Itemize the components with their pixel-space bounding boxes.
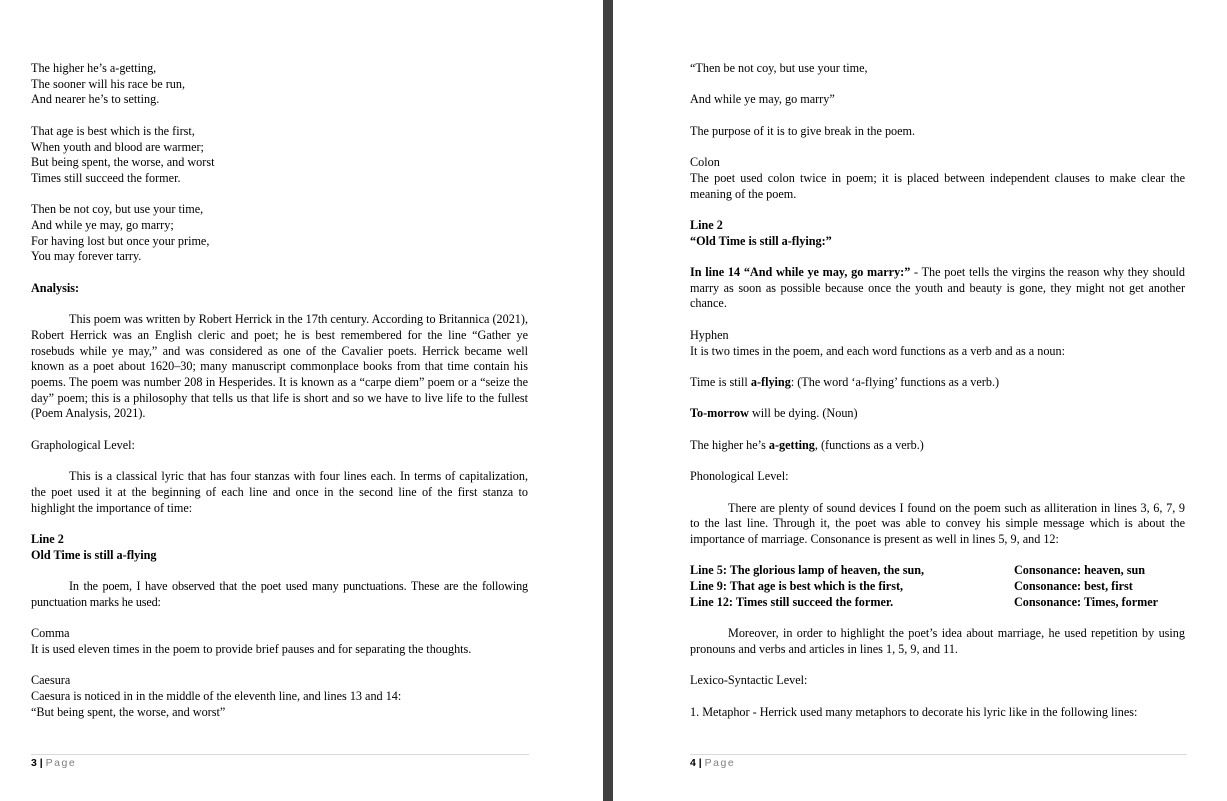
poem-line: And while ye may, go marry;	[31, 218, 174, 232]
page-separator: |	[39, 757, 43, 769]
example-bold: To-morrow	[690, 406, 749, 421]
page-3-footer	[31, 754, 529, 769]
line-2-label: Line 2	[690, 217, 723, 232]
poem-line: For having lost but once your prime,	[31, 233, 210, 248]
poem-line: The sooner will his race be run,	[31, 76, 185, 91]
graphological-paragraph: This is a classical lyric that has four stanzas with four lines each. In terms of capitalization, the poet used it at the beginning of each line and once in the second line of the first stanza to highlight the importance of time:	[31, 469, 528, 515]
caesura-label: Caesura	[31, 673, 71, 688]
comma-label: Comma	[31, 626, 70, 641]
hyphen-example-2	[690, 406, 1185, 422]
phonological-heading: Phonological Level:	[690, 469, 789, 484]
page-4-footer	[690, 754, 1187, 769]
poem-line: You may forever tarry.	[31, 249, 142, 264]
example-text: : (The word ‘a-flying’ functions as a verb.)	[790, 374, 1000, 389]
consonance-row	[690, 563, 1185, 579]
line-14-paragraph	[690, 265, 1185, 312]
consonance-line: Line 9: That age is best which is the first,	[690, 579, 904, 594]
hyphen-label: Hyphen	[690, 327, 729, 342]
example-text: , (functions as a verb.)	[814, 437, 924, 452]
example-text: will be dying. (Noun)	[748, 406, 858, 421]
graphological-heading: Graphological Level:	[31, 437, 135, 452]
poem-line: The higher he’s a-getting,	[31, 61, 157, 75]
colon-text: The poet used colon twice in poem; it is placed between independent clauses to make clear the meaning of the poem.	[690, 170, 1185, 201]
page-number: 4	[690, 757, 696, 769]
hyphen-text: It is two times in the poem, and each word functions as a verb and as a noun:	[690, 343, 1066, 358]
poem-line: But being spent, the worse, and worst	[31, 155, 215, 170]
caesura-quote: “But being spent, the worse, and worst”	[31, 704, 226, 719]
phonological-paragraph: There are plenty of sound devices I found on the poem such as alliteration in lines 3, 6, 7, 9 to the last line. Through it, the poet was able to convey his simple message which is about the importance of marriage. Consonance is present as well in lines 5, 9, and 12:	[690, 500, 1185, 546]
quote-line: And while ye may, go marry”	[690, 92, 835, 107]
page-separator: |	[698, 757, 702, 769]
repetition-paragraph: Moreover, in order to highlight the poet’s idea about marriage, he used repetition by using pronouns and verbs and articles in lines 1, 5, 9, and 11.	[690, 626, 1185, 656]
page-3-body	[31, 61, 528, 720]
line-14-text: - The poet tells the virgins the reason why they should marry as soon as possible because once the youth and beauty is gone, they might not get another chance.	[690, 265, 1185, 311]
poem-line: Then be not coy, but use your time,	[31, 202, 204, 217]
example-text: Time is still	[690, 374, 751, 389]
hyphen-example-3	[690, 438, 1185, 454]
poem-line: Times still succeed the former.	[31, 170, 181, 185]
consonance-value: Consonance: heaven, sun	[1014, 563, 1146, 578]
page-number: 3	[31, 757, 37, 769]
page-4-body	[690, 61, 1185, 720]
document-page-4	[613, 0, 1227, 801]
quote-line: “Then be not coy, but use your time,	[690, 61, 868, 75]
consonance-row	[690, 595, 1185, 611]
colon-label: Colon	[690, 155, 720, 170]
hyphen-example-1	[690, 375, 1185, 391]
punctuation-paragraph: In the poem, I have observed that the poet used many punctuations. These are the following punctuation marks he used:	[31, 579, 528, 609]
example-bold: a-flying	[750, 374, 791, 389]
analysis-heading: Analysis:	[31, 280, 80, 295]
line-14-bold: In line 14 “And while ye may, go marry:”	[690, 265, 911, 280]
consonance-line: Line 5: The glorious lamp of heaven, the sun,	[690, 563, 925, 578]
consonance-row	[690, 579, 1185, 595]
caesura-text: Caesura is noticed in in the middle of the eleventh line, and lines 13 and 14:	[31, 688, 402, 703]
poem-line: And nearer he’s to setting.	[31, 92, 160, 107]
line-2-quote: “Old Time is still a-flying:”	[690, 233, 832, 248]
page-word: Page	[704, 757, 736, 769]
page-word: Page	[45, 757, 77, 769]
example-text: The higher he’s	[690, 437, 769, 452]
purpose-text: The purpose of it is to give break in the poem.	[690, 123, 916, 138]
comma-text: It is used eleven times in the poem to provide brief pauses and for separating the thoughts.	[31, 641, 472, 656]
analysis-paragraph: This poem was written by Robert Herrick in the 17th century. According to Britannica (2021), Robert Herrick was an English cleric and poet; he is best remembered for the line “Gather ye rosebuds while ye may,” and was considered as one of the Cavalier poets. Herrick became well known as a poet about 1620–30; many manuscript commonplace books from that time contain his poems. The poem was number 208 in Hesperides. It is known as a “carpe diem” poem or a “seize the day” poem; this is a philosophy that tells us that life is short and so we have to live life to the fullest (Poem Analysis, 2021).	[31, 312, 528, 421]
line-2-label: Line 2	[31, 531, 64, 546]
consonance-value: Consonance: Times, former	[1014, 594, 1159, 609]
consonance-line: Line 12: Times still succeed the former.	[690, 594, 894, 609]
line-2-quote: Old Time is still a-flying	[31, 547, 157, 562]
metaphor-text: 1. Metaphor - Herrick used many metaphors to decorate his lyric like in the following lines:	[690, 704, 1138, 719]
poem-line: That age is best which is the first,	[31, 123, 195, 138]
poem-line: When youth and blood are warmer;	[31, 139, 204, 154]
lexico-syntactic-heading: Lexico-Syntactic Level:	[690, 673, 808, 688]
page-gutter	[603, 0, 613, 801]
document-page-3	[0, 0, 603, 801]
example-bold: a-getting	[768, 437, 815, 452]
consonance-value: Consonance: best, first	[1014, 579, 1133, 594]
